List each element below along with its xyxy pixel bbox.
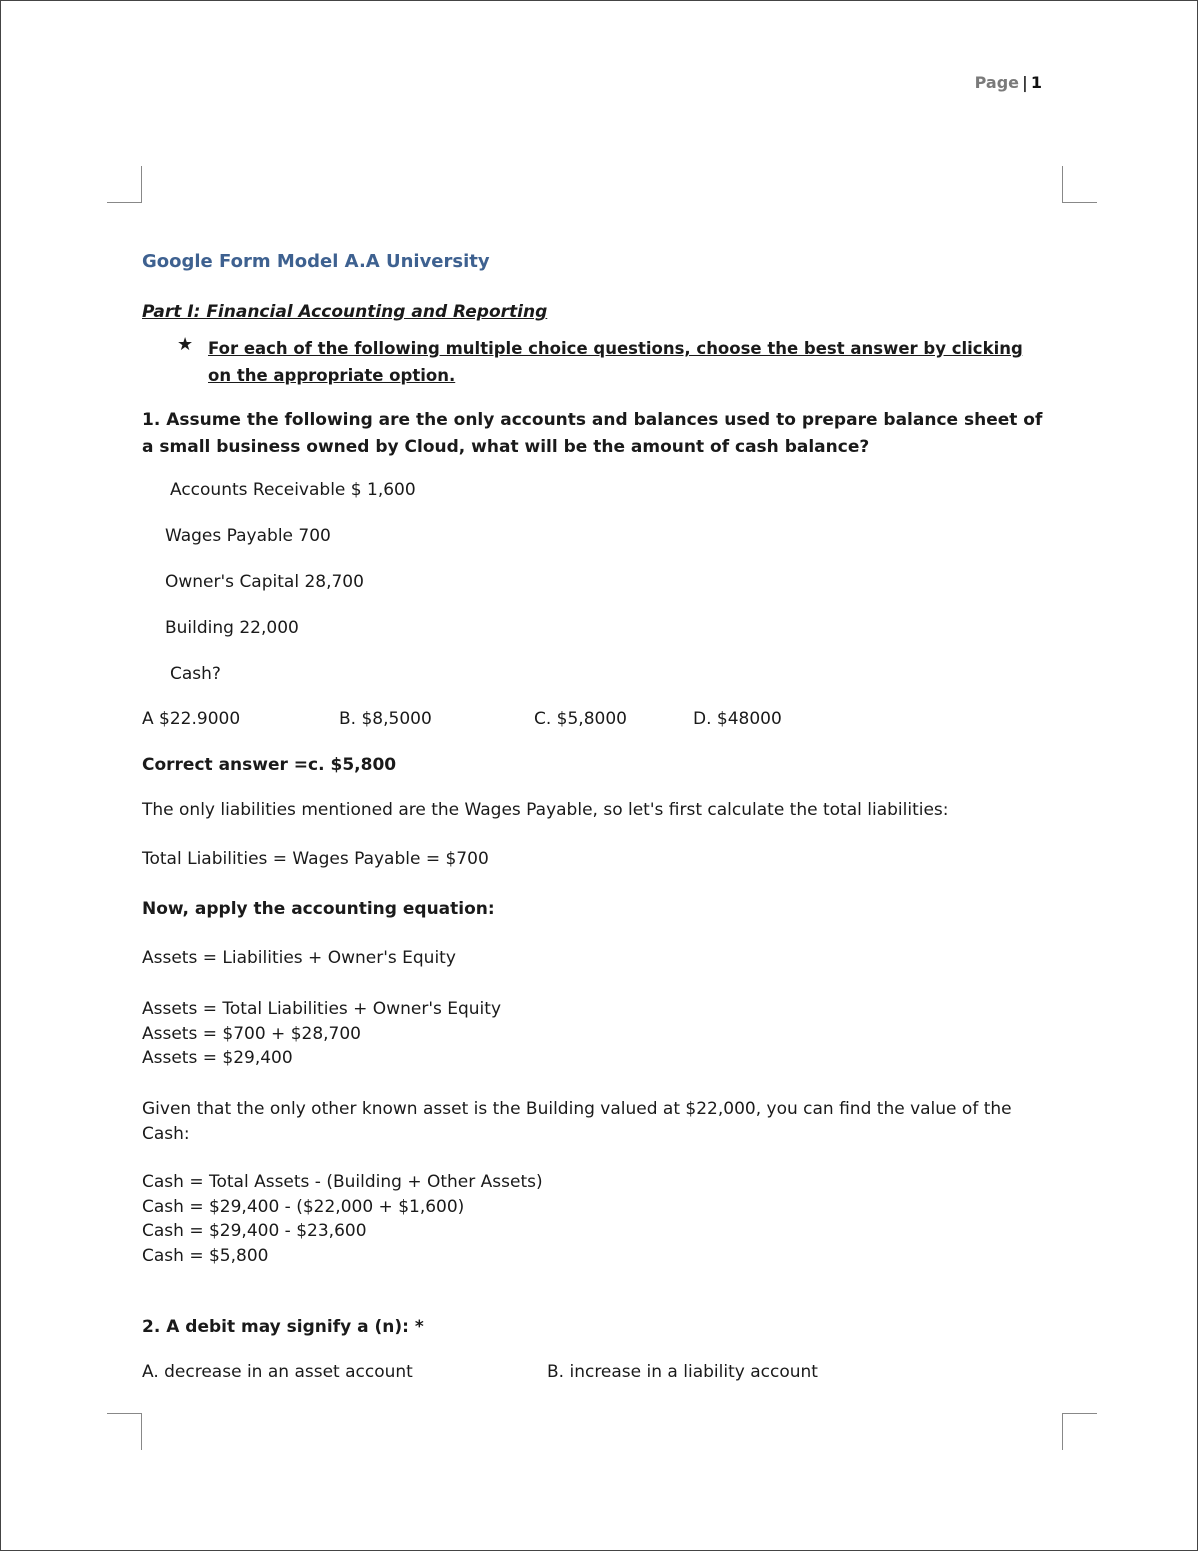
calc-line: Assets = $700 + $28,700 [142,1023,361,1044]
explanation-text: The only liabilities mentioned are the Wages Payable, so let's first calculate the total liabilities: [142,800,949,820]
crop-mark-bottom-right [1062,1413,1097,1450]
instruction-text: For each of the following multiple choice questions, choose the best answer by clicking on the appropriate option. [208,339,1023,385]
cash-calculation [142,1170,543,1268]
calc-line: Assets = $29,400 [142,1048,293,1068]
account-line: Wages Payable 700 [165,526,331,546]
calc-line: Assets = Total Liabilities + Owner's Equity [142,999,502,1019]
star-bullet-icon: ★ [177,334,194,355]
part-heading: Part I: Financial Accounting and Reporting [142,302,548,322]
question-2-text: 2. A debit may signify a (n): * [142,1317,424,1337]
total-liabilities-line: Total Liabilities = Wages Payable = $700 [142,849,489,869]
accounting-equation: Assets = Liabilities + Owner's Equity [142,948,456,968]
question-1-text: 1. Assume the following are the only accounts and balances used to prepare balance sheet of a small business owned by Cloud, what will be the amount of cash balance? [142,410,1043,457]
question-1-option-a[interactable]: A $22.9000 [142,709,241,729]
account-line: Accounts Receivable $ 1,600 [170,480,416,500]
account-line: Building 22,000 [165,618,299,638]
calc-line: Cash = Total Assets - (Building + Other Assets) [142,1172,543,1192]
correct-answer: Correct answer =c. $5,800 [142,755,397,775]
page-label: Page [974,73,1020,92]
question-1-option-c[interactable]: C. $5,8000 [534,709,627,729]
question-2-option-b[interactable]: B. increase in a liability account [547,1362,818,1382]
document-title: Google Form Model A.A University [142,251,490,272]
crop-mark-top-left [107,166,142,203]
calc-line: Cash = $5,800 [142,1245,269,1266]
question-1-option-b[interactable]: B. $8,5000 [339,709,432,729]
calc-line: Cash = $29,400 - $23,600 [142,1221,367,1241]
assets-calculation [142,997,501,1071]
calc-line: Cash = $29,400 - ($22,000 + $1,600) [142,1196,465,1217]
given-text: Given that the only other known asset is the Building valued at $22,000, you can find the value of the Cash: [142,1099,1012,1144]
page-separator: | [1022,73,1028,92]
page-number-value: 1 [1030,73,1042,92]
crop-mark-top-right [1062,166,1097,203]
crop-mark-bottom-left [107,1413,142,1450]
question-1-option-d[interactable]: D. $48000 [693,709,782,729]
page-number [975,73,1042,92]
account-line: Cash? [170,664,221,684]
apply-equation-heading: Now, apply the accounting equation: [142,899,495,919]
account-line: Owner's Capital 28,700 [165,572,364,592]
question-2-option-a[interactable]: A. decrease in an asset account [142,1362,413,1382]
